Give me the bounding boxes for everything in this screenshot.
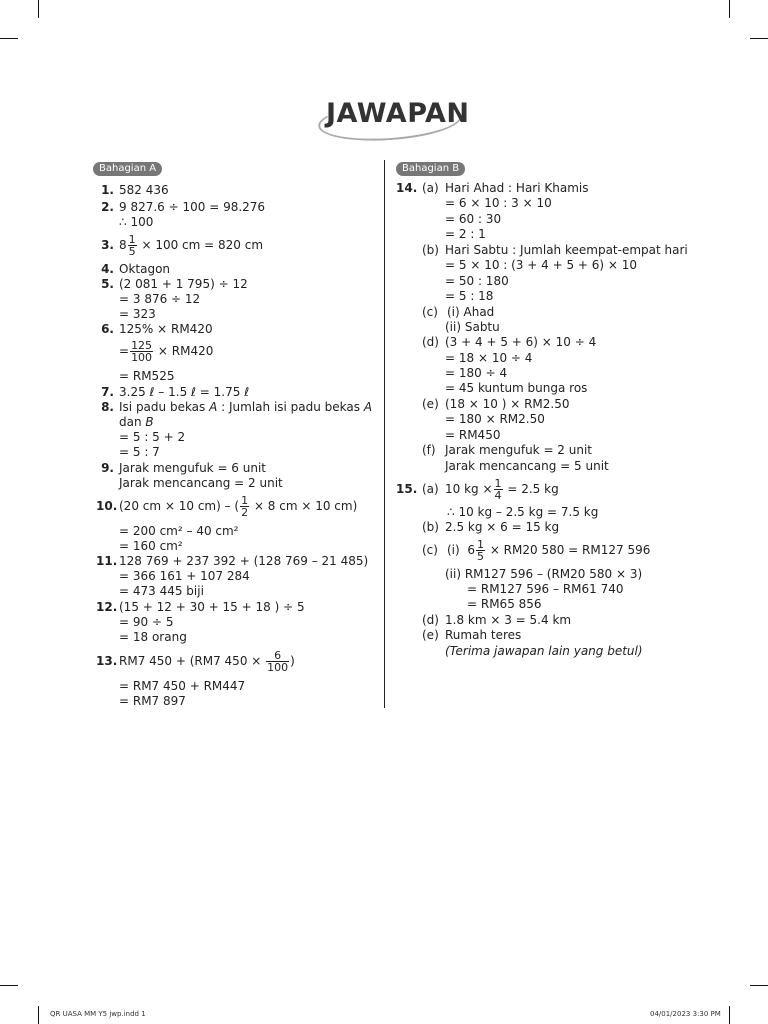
logo-text: JAWAPAN [326,98,470,129]
crop-mark [729,0,730,18]
section-a-badge: Bahagian A [93,162,162,176]
crop-mark [38,0,39,18]
crop-mark [750,38,768,39]
crop-mark [750,985,768,986]
crop-mark [0,985,18,986]
crop-mark [0,38,18,39]
crop-mark [729,1006,730,1024]
footer-filename: QR UASA MM Y5 jwp.indd 1 [50,1010,146,1018]
jawapan-logo [318,96,470,140]
crop-mark [38,1006,39,1024]
footer-timestamp: 04/01/2023 3:30 PM [650,1010,721,1018]
section-b-badge: Bahagian B [396,162,465,176]
column-divider [384,160,385,708]
